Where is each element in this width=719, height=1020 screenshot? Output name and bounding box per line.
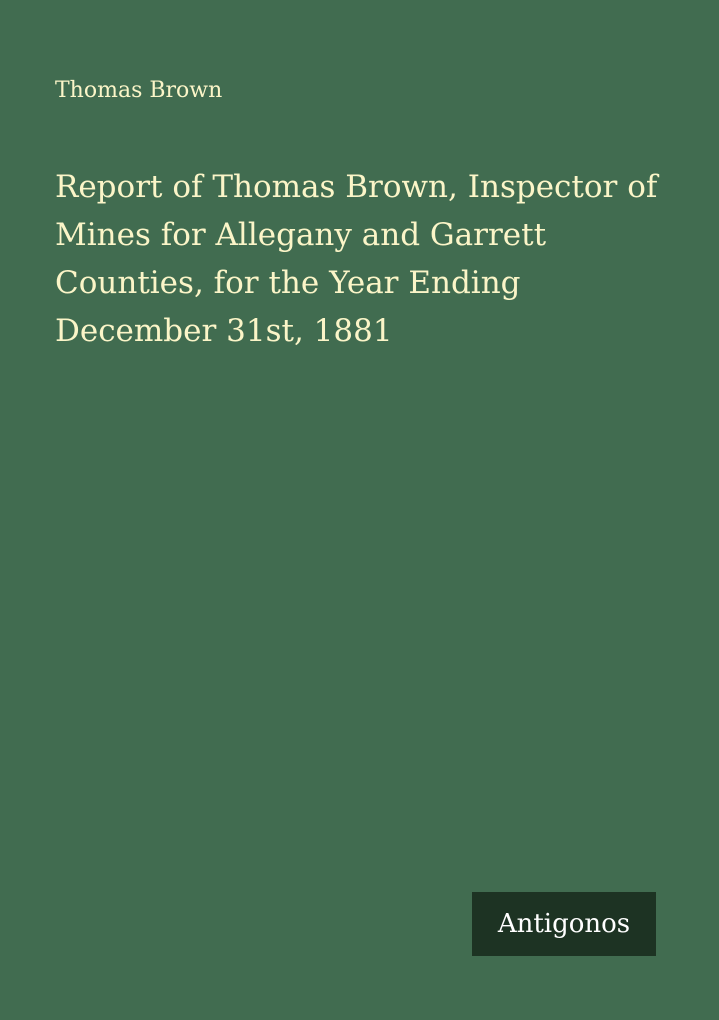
author-name: Thomas Brown — [55, 78, 223, 103]
book-title — [55, 163, 695, 355]
publisher-logo: Antigonos — [472, 892, 656, 956]
title-line: Report of Thomas Brown, Inspector of — [55, 169, 658, 205]
title-line: Counties, for the Year Ending — [55, 265, 521, 301]
title-line: Mines for Allegany and Garrett — [55, 217, 547, 253]
title-line: December 31st, 1881 — [55, 313, 393, 349]
